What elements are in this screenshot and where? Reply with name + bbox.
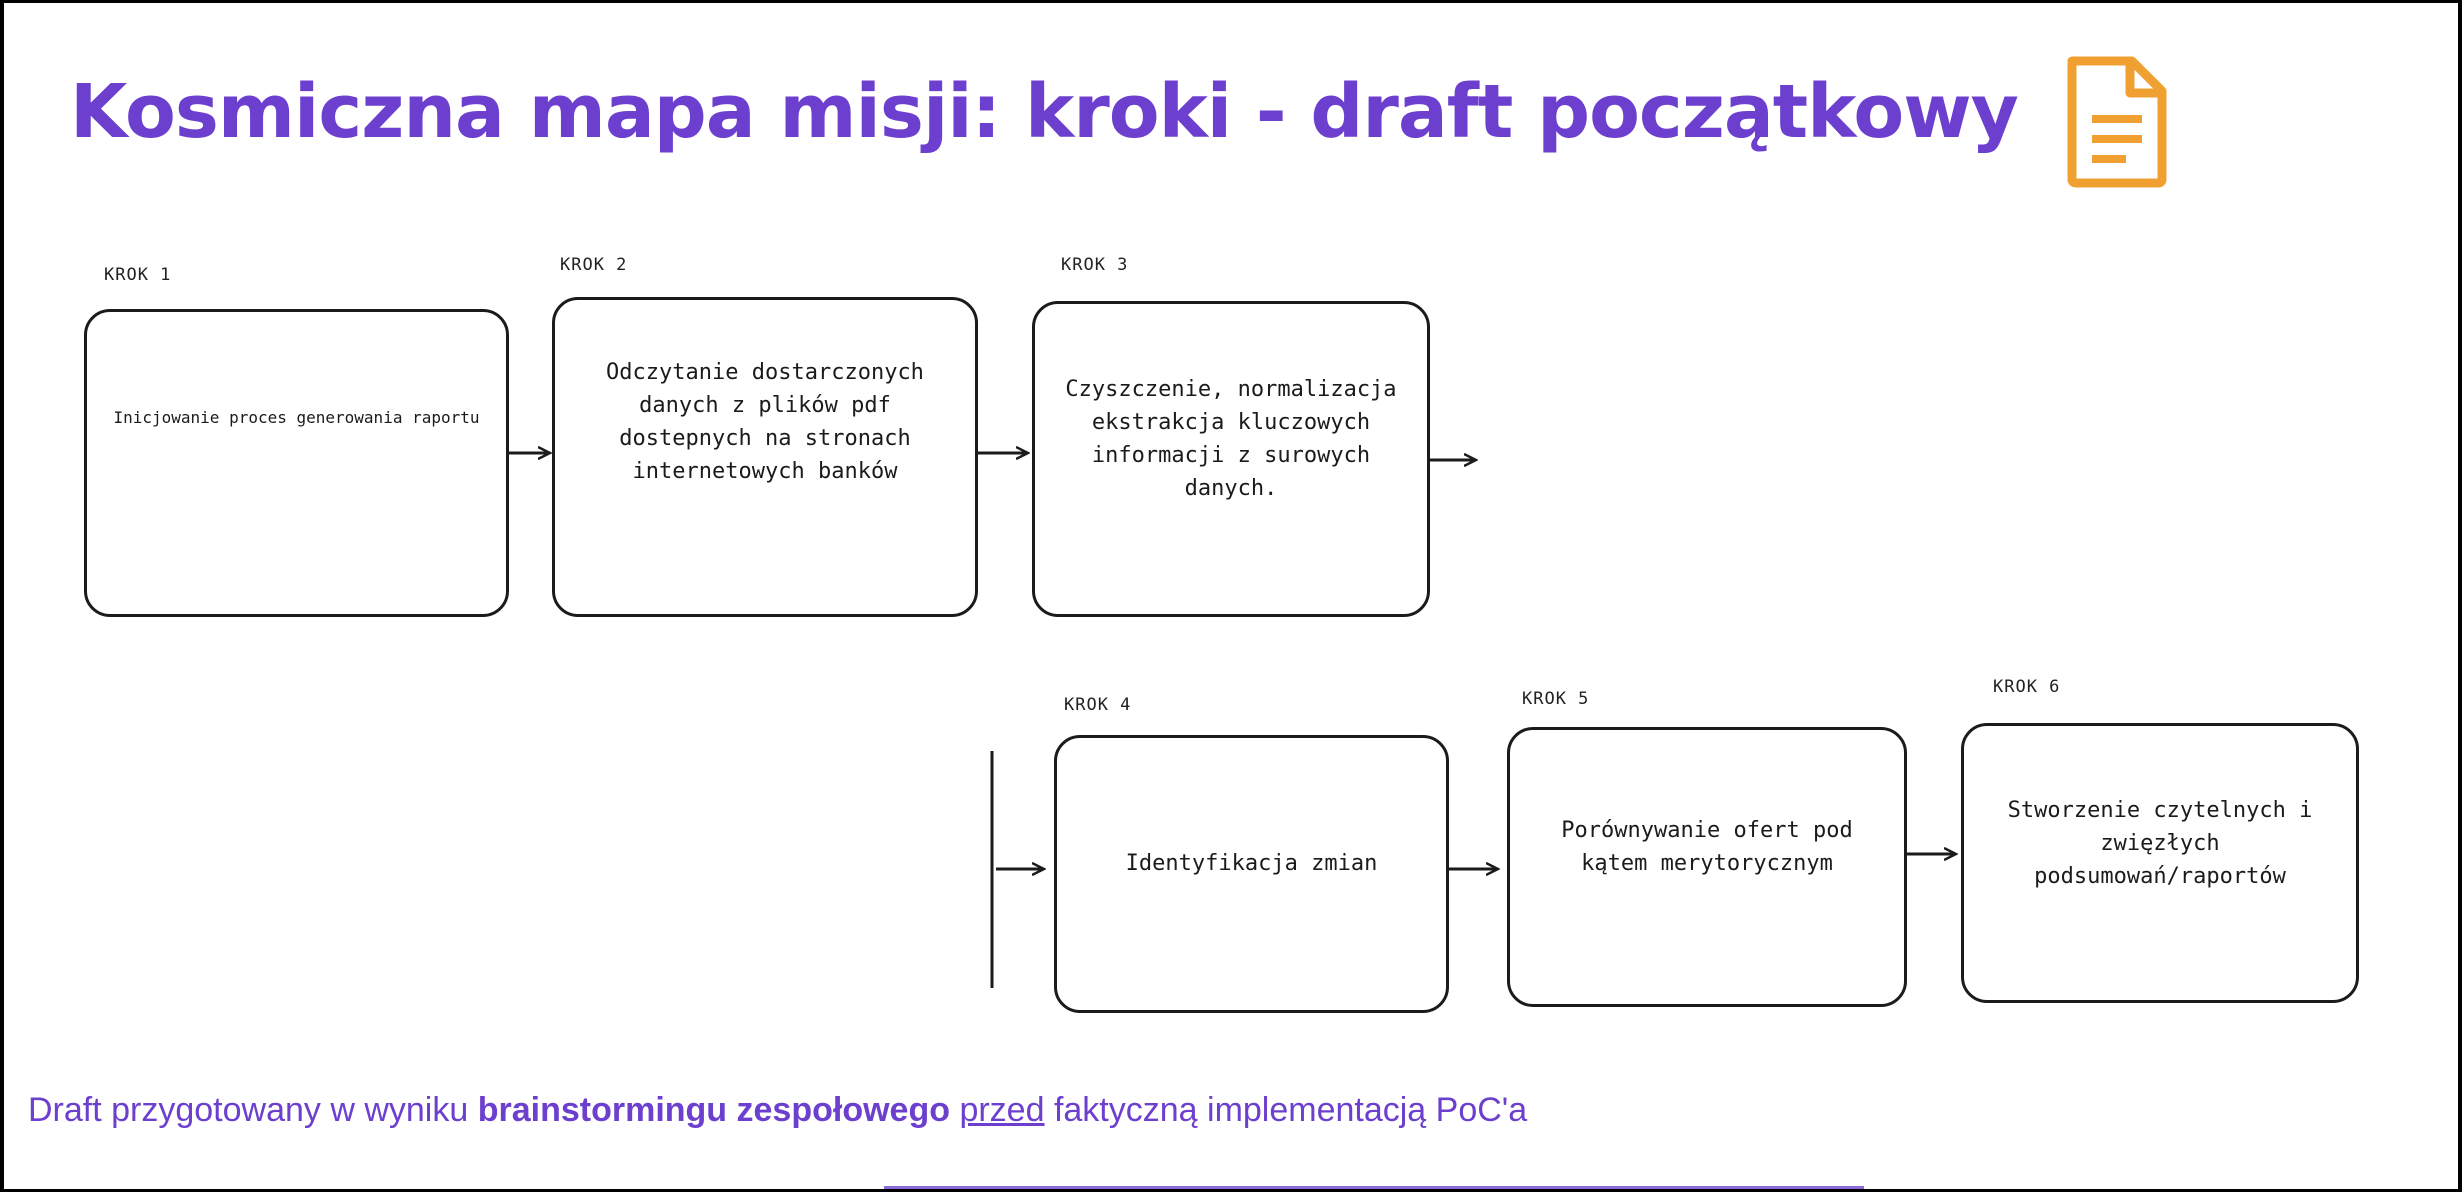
step-label-1: KROK 1 [104,265,172,285]
step-text-4: Identyfikacja zmian [1125,850,1378,876]
step-label-5: KROK 5 [1522,689,1590,709]
step-label-6: KROK 6 [1993,677,2061,697]
process-diagram [4,3,2458,1189]
step-label-2: KROK 2 [560,255,628,275]
step-box-2 [552,297,978,617]
footer-note [28,1091,1527,1130]
step-box-5 [1507,727,1907,1007]
footer-text-1: Draft przygotowany w wyniku [28,1091,478,1129]
step-box-6 [1961,723,2359,1003]
step-label-4: KROK 4 [1064,695,1132,715]
step-text-5: Porównywanie ofert pod kątem merytorycznym [1561,818,1853,876]
step-text-3: Czyszczenie, normalizacja ekstrakcja kluczowych informacji z surowych danych. [1065,377,1397,501]
slide-title: Kosmiczna mapa misji: kroki - draft początkowy [70,69,2018,155]
step-text-6: Stworzenie czytelnych i zwięzłych podsumowań/raportów [2007,797,2313,889]
step-box-1 [84,309,509,617]
footer-bold: brainstormingu zespołowego [477,1091,950,1129]
slide [4,3,2458,1189]
footer-text-3: faktyczną implementacją PoC'a [1044,1091,1528,1129]
step-box-4 [1054,735,1449,1013]
step-text-1: Inicjowanie proces generowania raportu [113,408,480,427]
step-box-3 [1032,301,1430,617]
footer-underline: przed [959,1091,1045,1129]
step-text-2: Odczytanie dostarczonych danych z plików pdf dostepnych na stronach internetowych banków [606,360,924,484]
bottom-divider [884,1186,1864,1189]
step-label-3: KROK 3 [1061,255,1129,275]
